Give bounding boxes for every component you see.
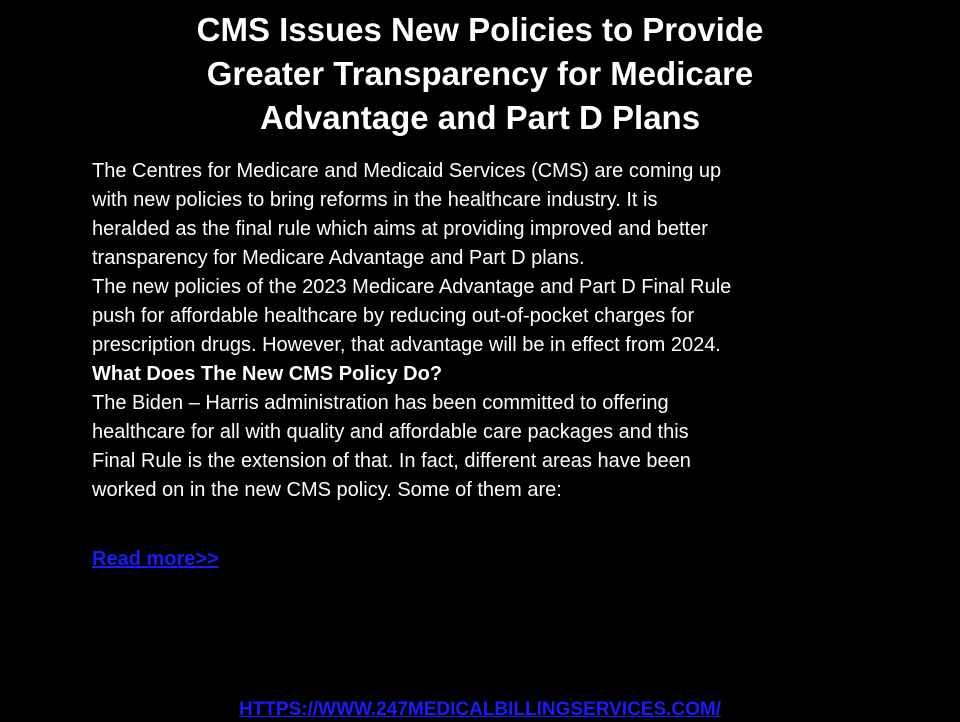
title-line: Greater Transparency for Medicare	[206, 55, 754, 92]
text-line: transparency for Medicare Advantage and Part D plans.	[92, 247, 585, 269]
read-more-link[interactable]: Read more>>	[92, 548, 219, 570]
text-line: worked on in the new CMS policy. Some of them are:	[92, 479, 562, 501]
text-line: prescription drugs. However, that advantage will be in effect from 2024.	[92, 334, 721, 356]
text-line: The Centres for Medicare and Medicaid Services (CMS) are coming up	[92, 160, 722, 182]
text-line: The new policies of the 2023 Medicare Advantage and Part D Final Rule	[92, 276, 732, 298]
section-heading: What Does The New CMS Policy Do?	[92, 363, 443, 385]
slide-title	[60, 8, 900, 140]
paragraph-policies	[92, 273, 892, 360]
text-line: with new policies to bring reforms in the healthcare industry. It is	[92, 189, 658, 211]
paragraph-intro	[92, 157, 892, 273]
text-line: heralded as the final rule which aims at providing improved and better	[92, 218, 708, 240]
text-line: The Biden – Harris administration has been committed to offering	[92, 392, 669, 414]
text-line: healthcare for all with quality and affordable care packages and this	[92, 421, 689, 443]
text-line: push for affordable healthcare by reducing out-of-pocket charges for	[92, 305, 695, 327]
website-url-link[interactable]: HTTPS://WWW.247MEDICALBILLINGSERVICES.COM/	[238, 699, 722, 720]
title-line: CMS Issues New Policies to Provide	[196, 11, 764, 48]
spacer	[92, 505, 892, 534]
paragraph-administration	[92, 389, 892, 505]
slide-body	[92, 157, 892, 574]
title-line: Advantage and Part D Plans	[259, 99, 701, 136]
text-line: Final Rule is the extension of that. In fact, different areas have been	[92, 450, 691, 472]
